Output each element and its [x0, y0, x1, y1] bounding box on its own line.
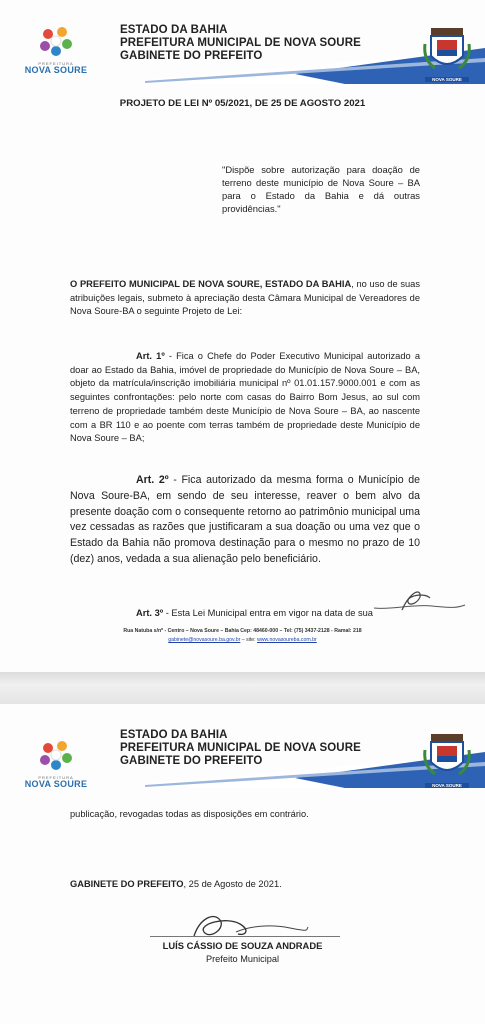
header-prefeitura: PREFEITURA MUNICIPAL DE NOVA SOURE [120, 742, 361, 754]
closing-line [70, 878, 420, 892]
header-gabinete: GABINETE DO PREFEITO [120, 50, 263, 62]
logo-small-text: PREFEITURA [38, 775, 74, 780]
header-prefeitura: PREFEITURA MUNICIPAL DE NOVA SOURE [120, 37, 361, 49]
article-3-label: Art. 3º [136, 608, 164, 618]
intro-paragraph [70, 278, 420, 319]
logo-name: NOVA SOURE [24, 779, 88, 789]
article-2 [70, 473, 420, 568]
header-gabinete: GABINETE DO PREFEITO [120, 755, 263, 767]
page-separator [0, 672, 485, 704]
coat-of-arms [423, 26, 471, 82]
footer-email-link[interactable]: gabinete@novasoure.ba.gov.br [168, 637, 241, 643]
shield-icon [423, 26, 471, 76]
municipality-logo [20, 738, 92, 790]
intro-text: , no uso de suas atribuições legais, submeto à apreciação desta Câmara Municipal de Vereadores de Nova Soure-BA o seguinte Projeto de Lei: [70, 279, 420, 317]
continuation-text: publicação, revogadas todas as disposições em contrário. [70, 809, 309, 819]
article-1-label: Art. 1º [136, 351, 165, 361]
signer-role: Prefeito Municipal [205, 954, 280, 964]
footer-contact [0, 637, 485, 643]
bill-summary: "Dispõe sobre autorização para doação de terreno deste município de Nova Soure – BA para o Estado da Bahia e dá outras providências." [222, 164, 420, 214]
article-3 [70, 607, 420, 621]
initials-signature [372, 586, 467, 614]
article-2-label: Art. 2º [136, 474, 169, 486]
bill-title: PROJETO DE LEI Nº 05/2021, DE 25 DE AGOSTO 2021 [119, 98, 366, 109]
emblem-tag: NOVA SOURE [425, 77, 469, 82]
shield-icon [423, 732, 471, 782]
document-page-2 [0, 704, 485, 1024]
footer-address: Rua Natuba s/nº - Centro – Nova Soure – Bahia Cep: 48460-000 – Tel: (75) 3437-2128 - Ramal: 218 [123, 628, 362, 634]
header-state: ESTADO DA BAHIA [120, 24, 228, 36]
article-2-text: - Fica autorizado da mesma forma o Município de Nova Soure-BA, em sendo de seu interesse, reaver o bem alvo da presente doação com o consequente retorno ao patrimônio municipal uma vez cessadas as razões que justificaram a sua doação ou uma vez que o Estado da Bahia não promova destinação para o mesmo no prazo de 10 (dez) anos, vedada a sua alienação pelo beneficiário. [70, 474, 421, 565]
signature-line [150, 936, 340, 937]
flower-logo-icon [36, 24, 76, 60]
article-1-text: - Fica o Chefe do Poder Executivo Municipal autorizado a doar ao Estado da Bahia, imóvel de propriedade do Município de Nova Soure – BA, objeto da matrícula/inscrição imobiliária municipal nº 01.01.157.9000.001 e com as seguintes confrontações: pelo norte com casas do Bairro Bom Jesus, ao sul com terreno de propriedade também deste Município de Nova Soure – BA, ao nascente com a BR 110 e ao poente com terras também de propriedade deste Município de Nova Soure – BA; [70, 351, 420, 444]
article-3-text: - Esta Lei Municipal entra em vigor na data de sua [163, 608, 373, 618]
signer-name: LUÍS CÁSSIO DE SOUZA ANDRADE [162, 940, 323, 951]
flower-logo-icon [36, 738, 76, 774]
closing-bold: GABINETE DO PREFEITO [70, 879, 184, 889]
footer-site-label: – site: [240, 637, 258, 643]
mayor-signature [180, 910, 310, 944]
emblem-tag: NOVA SOURE [425, 783, 469, 788]
header-state: ESTADO DA BAHIA [120, 729, 228, 741]
logo-small-text: PREFEITURA [38, 61, 74, 66]
footer-site-link[interactable]: www.novasoureba.com.br [257, 637, 317, 643]
article-1 [70, 350, 420, 446]
closing-date: , 25 de Agosto de 2021. [183, 879, 282, 889]
logo-name: NOVA SOURE [24, 65, 88, 75]
intro-bold: O PREFEITO MUNICIPAL DE NOVA SOURE, ESTADO DA BAHIA [70, 279, 352, 289]
coat-of-arms [423, 732, 471, 788]
municipality-logo [20, 24, 92, 76]
